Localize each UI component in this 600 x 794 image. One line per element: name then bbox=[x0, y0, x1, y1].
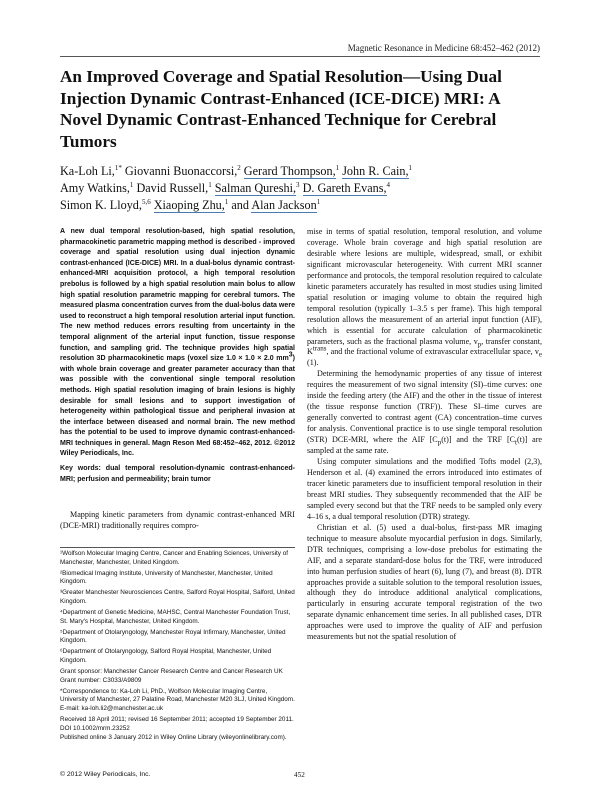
author-6[interactable]: David Russell,$^1$ bbox=[136, 180, 212, 195]
footnote-affiliation-1: ¹Wolfson Molecular Imaging Centre, Cancer and Enabling Sciences, University of Manchester, Manchester, United Kingdom. bbox=[60, 550, 289, 566]
article-title: An Improved Coverage and Spatial Resolution—Using Dual Injection Dynamic Contrast-Enhanced (ICE-DICE) MRI: A Novel Dynamic Contrast-Enhanced Technique for Cerebral Tumors bbox=[60, 67, 502, 151]
author-2[interactable]: Giovanni Buonaccorsi,$^2$ bbox=[124, 163, 241, 178]
footnote-received: Received 18 April 2011; revised 16 September 2011; accepted 19 September 2011. bbox=[60, 716, 294, 724]
author-conjunction: and bbox=[231, 198, 249, 212]
footnote-rule bbox=[60, 547, 295, 548]
author-5[interactable]: Amy Watkins,$^1$ bbox=[60, 180, 134, 195]
author-list bbox=[60, 163, 540, 214]
footnote-published[interactable]: Published online 3 January 2012 in Wiley Online Library (wileyonlinelibrary.com). bbox=[60, 734, 287, 742]
keywords: Key words: dual temporal resolution-dynamic contrast-enhanced-MRI; perfusion and permeability; brain tumor bbox=[60, 465, 296, 483]
author-8[interactable]: D. Gareth Evans,$^4$ bbox=[302, 180, 390, 195]
abstract-text: A new dual temporal resolution-based, high spatial resolution, pharmacokinetic parametric mapping method is described - improved coverage and spatial resolution using dual injection dynamic contrast-enhanced (ICE-DICE) MRI. In a dual-bolus dynamic contrast-enhanced-MRI acquisition protocol, a high temporal resolution prebolus is followed by a high spatial resolution main bolus to allow high spatial resolution parametric mapping for cerebral tumors. The measured plasma concentration curves from the dual-bolus data were used to reconstruct a high temporal resolution arterial input function. The new method reduces errors resulting from uncertainty in the temporal alignment of the arterial input function, tissue response function, and sampling grid. The technique provides high spatial resolution 3D pharmacokinetic maps (voxel size 1.0 × 1.0 × 2.0 $mm^3$) with whole brain coverage and greater parameter accuracy than that was possible with the conventional single temporal resolution methods. High spatial resolution imaging of brain lesions is highly desirable for small lesions and to support investigation of heterogeneity within pathological tissue and peripheral invasion at the interface between diseased and normal brain. The new method has the potential to be used to improve dynamic contrast-enhanced-MRI techniques in general. Magn Reson Med 68:452–462, 2012. ©2012 Wiley Periodicals, Inc. bbox=[60, 228, 295, 458]
footnotes bbox=[60, 550, 295, 745]
author-4[interactable]: John R. Cain,$^1$ bbox=[342, 163, 413, 178]
footnote-grant: Grant sponsor: Manchester Cancer Research Centre and Cancer Research UK Grant number: C3033/A9809 bbox=[60, 668, 283, 684]
paragraph-2: Determining the hemodynamic properties of any tissue of interest requires the measurement of two signal intensity (SI)–time curves: one inside the feeding artery (the AIF) and the other in the tissue of interest (the tissue response function (TRF)). These SI–time curves are generally converted to contrast agent (CA) concentration–time curves for analysis. Conventional practice is to use single temporal resolution (STR) DCE-MRI, where the AIF $[C_p(t)]$ and the TRF $[C_t(t)]$ are sampled at the same rate. bbox=[307, 369, 542, 456]
body-intro: Mapping kinetic parameters from dynamic contrast-enhanced MRI (DCE-MRI) traditionally requires compro- bbox=[60, 510, 295, 530]
author-3[interactable]: Gerard Thompson,$^1$ bbox=[243, 163, 340, 178]
author-10[interactable]: Xiaoping Zhu,$^1$ bbox=[153, 197, 229, 212]
paragraph-4: Christian et al. (5) used a dual-bolus, first-pass MR imaging technique to measure absolute myocardial perfusion in dogs. Similarly, DTR techniques, comprising a low-dose prebolus for estimating the AIF, and a separate standard-dose bolus for the TRF, were introduced into human perfusion studies of heart (6), lung (7), and breast (8). DTR approaches provide a suitable solution to the temporal resolution issues, although they do introduce additional analytical complications, particularly in ensuring accurate temporal registration of the two separate dynamic enhancement time series. In all published cases, DTR approaches were used to improve the quality of AIF and perfusion measurements but not the spatial resolution of bbox=[307, 522, 542, 642]
footnote-affiliation-5: ⁵Department of Otolaryngology, Manchester Royal Infirmary, Manchester, United Kingdom. bbox=[60, 628, 286, 645]
paragraph-1: mise in terms of spatial resolution, temporal resolution, and volume coverage. Whole brain coverage and high spatial resolution are desirable where lesions are multiple, widespread, small, or exhibit significant microvascular heterogeneity. With current MRI scanner performance and protocols, the temporal resolution required to calculate kinetic parameters accurately has resulted in most studies using limited spatial resolution or imaging volume to obtain the required high temporal resolution (typically 1–3.5 s per frame). This high temporal resolution allows the measurement of an arterial input function (AIF), which is essential for accurate calculation of pharmacokinetic parameters, such as the fractional plasma volume, $v_p$, transfer constant, $K^{trans}$, and the fractional volume of extravascular extracellular space, $v_e$ (1). bbox=[307, 227, 542, 368]
running-head: Magnetic Resonance in Medicine 68:452–462 (2012) bbox=[347, 43, 540, 53]
footnote-affiliation-3: ³Greater Manchester Neurosciences Centre, Salford Royal Hospital, Salford, United Kingdom. bbox=[60, 589, 295, 605]
author-9[interactable]: Simon K. Lloyd,$^{5,6}$ bbox=[60, 197, 151, 212]
footnote-affiliation-6: ⁶Department of Otolaryngology, Salford Royal Hospital, Manchester, United Kingdom. bbox=[60, 648, 272, 664]
footnote-affiliation-4: ⁴Department of Genetic Medicine, MAHSC, Central Manchester Foundation Trust, St. Mary's Hospital, Manchester, United Kingdom. bbox=[60, 609, 291, 625]
copyright-notice: © 2012 Wiley Periodicals, Inc. bbox=[60, 771, 151, 778]
footnote-doi[interactable]: DOI 10.1002/mrm.23252 bbox=[60, 725, 130, 733]
footnote-affiliation-2: ²Biomedical Imaging Institute, University of Manchester, Manchester, United Kingdom. bbox=[60, 569, 273, 586]
abstract bbox=[60, 227, 295, 485]
author-1[interactable]: Ka-Loh Li,$^{1*}$ bbox=[60, 163, 122, 178]
body-right-column bbox=[307, 227, 542, 643]
page-number: 452 bbox=[294, 771, 305, 779]
header-rule bbox=[60, 56, 540, 57]
author-12[interactable]: Alan Jackson$^1$ bbox=[251, 197, 321, 212]
paragraph-3: Using computer simulations and the modified Tofts model (2,3), Henderson et al. (4) examined the errors introduced into estimates of tracer kinetic parameters due to insufficient temporal resolution in their breast MRI studies. They subsequently recommended that the AIF be sampled every second but that the TRF needs to be sampled only every 4–16 s, a dual temporal resolution (DTR) strategy. bbox=[307, 457, 542, 521]
author-7[interactable]: Salman Qureshi,$^3$ bbox=[214, 180, 300, 195]
footnote-correspondence[interactable]: *Correspondence to: Ka-Loh Li, PhD., Wolfson Molecular Imaging Centre, University of Manchester, 27 Palatine Road, Manchester M20 3LJ, United Kingdom. E-mail: ka-loh.li2@manchester.ac.uk bbox=[60, 687, 295, 712]
